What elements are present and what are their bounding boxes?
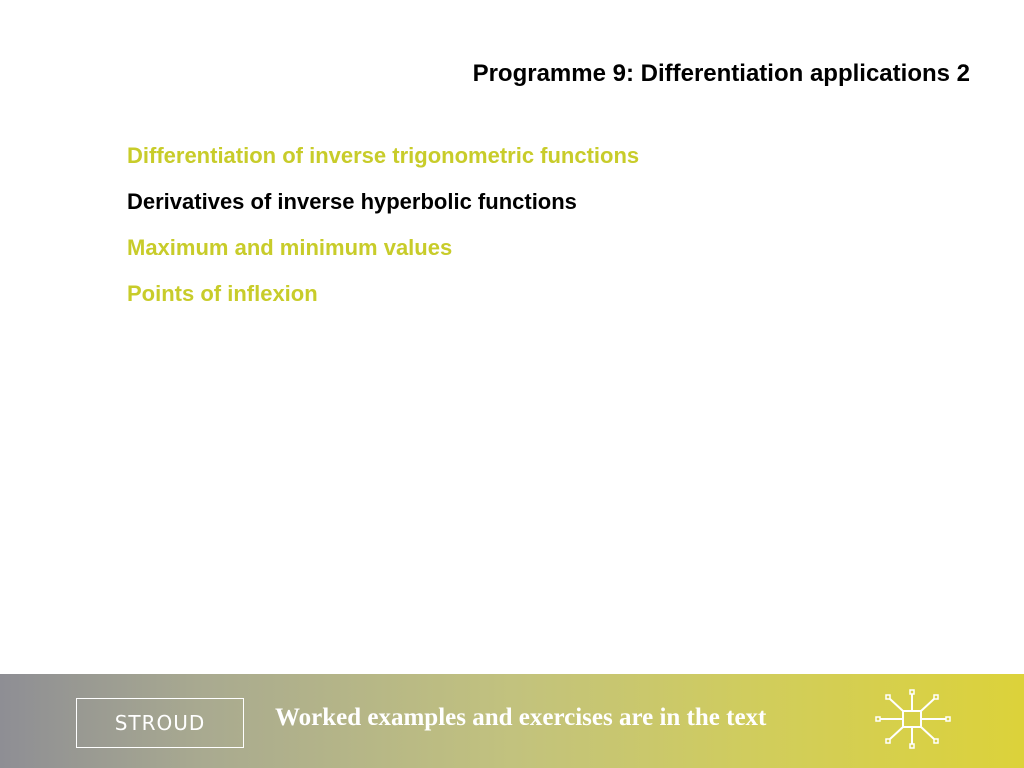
footer-bar bbox=[0, 674, 1024, 768]
footer-note: Worked examples and exercises are in the text bbox=[275, 704, 767, 731]
topic-item-inverse-hyperbolic[interactable]: Derivatives of inverse hyperbolic functions bbox=[127, 189, 577, 214]
brand-label: STROUD bbox=[114, 711, 206, 735]
brand-logo bbox=[76, 698, 244, 748]
topic-item-max-min[interactable]: Maximum and minimum values bbox=[127, 235, 453, 260]
topic-item-inverse-trig[interactable]: Differentiation of inverse trigonometric functions bbox=[127, 143, 640, 168]
topic-list bbox=[127, 141, 639, 325]
topic-item-inflexion[interactable]: Points of inflexion bbox=[127, 281, 318, 306]
page-title: Programme 9: Differentiation applications 2 bbox=[472, 60, 970, 87]
circuit-icon bbox=[874, 688, 952, 750]
